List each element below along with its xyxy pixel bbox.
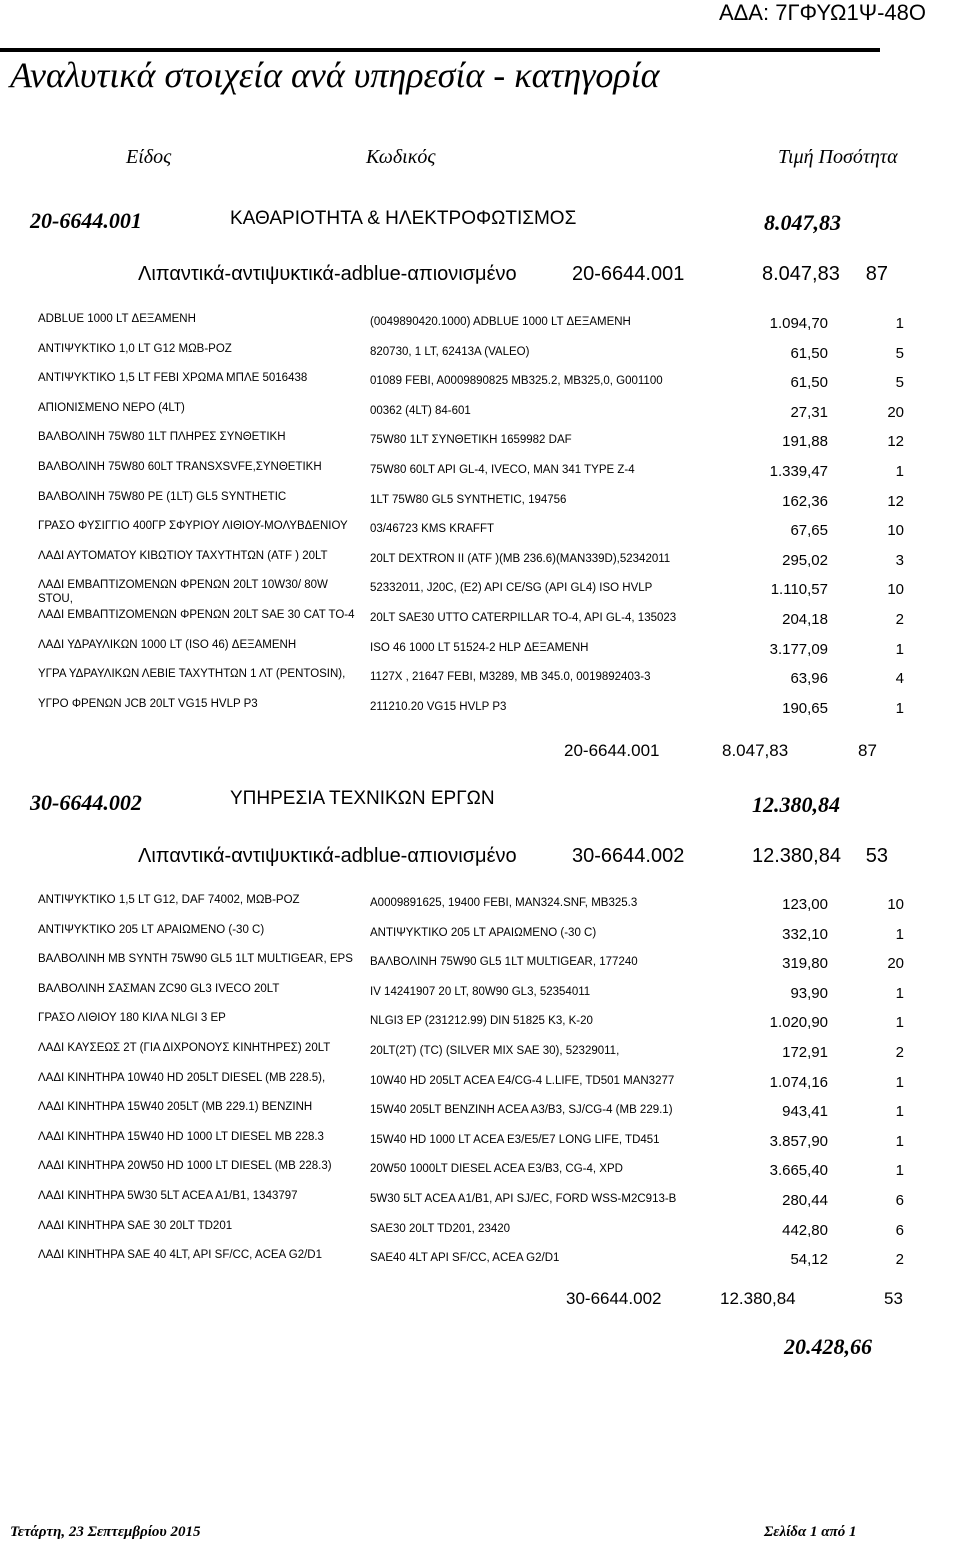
item-description: ΒΑΛΒΟΛΙΝΗ ΣΑΣΜΑΝ ZC90 GL3 IVECO 20LT bbox=[38, 983, 280, 995]
item-price: 204,18 bbox=[782, 611, 828, 628]
item-qty: 12 bbox=[887, 433, 904, 450]
item-price: 295,02 bbox=[782, 552, 828, 569]
item-description: ΛΑΔΙ ΚΙΝΗΤΗΡΑ 20W50 HD 1000 LT DIESEL (MB 228.3) bbox=[38, 1160, 332, 1172]
item-description: ΛΑΔΙ ΚΑΥΣΕΩΣ 2Τ (ΓΙΑ ΔΙΧΡΟΝΟΥΣ ΚΙΝΗΤΗΡΕΣ) 20LT bbox=[38, 1042, 331, 1054]
section-code: 20-6644.001 bbox=[30, 208, 142, 233]
item-description: ΛΑΔΙ ΚΙΝΗΤΗΡΑ SAE 30 20LT TD201 bbox=[38, 1220, 233, 1232]
item-qty: 1 bbox=[895, 985, 904, 1002]
item-price: 280,44 bbox=[782, 1192, 828, 1209]
subcategory-amount: 12.380,84 bbox=[752, 845, 841, 867]
item-price: 332,10 bbox=[782, 926, 828, 943]
header-rule bbox=[0, 48, 880, 52]
item-qty: 1 bbox=[895, 700, 904, 717]
item-code: 15W40 205LT BENZINH ACEA A3/B3, SJ/CG-4 (MB 229.1) bbox=[370, 1104, 673, 1116]
item-qty: 10 bbox=[887, 581, 904, 598]
item-description: ΑΝΤΙΨΥΚΤΙΚΟ 1,5 LT FEBI ΧΡΩΜΑ ΜΠΛΕ 5016438 bbox=[38, 372, 308, 384]
item-description: ΛΑΔΙ ΚΙΝΗΤΗΡΑ 5W30 5LT ACEA A1/B1, 1343797 bbox=[38, 1190, 298, 1202]
subcategory-amount: 8.047,83 bbox=[762, 263, 840, 285]
subcategory-name: Λιπαντικά-αντιψυκτικά-adblue-απιονισμένο bbox=[138, 263, 517, 285]
subcategory-name: Λιπαντικά-αντιψυκτικά-adblue-απιονισμένο bbox=[138, 845, 517, 867]
item-code: ΒΑΛΒΟΛΙΝΗ 75W90 GL5 1LT MULTIGEAR, 177240 bbox=[370, 956, 638, 968]
item-code: IV 14241907 20 LT, 80W90 GL3, 52354011 bbox=[370, 986, 591, 998]
item-price: 1.110,57 bbox=[770, 581, 828, 598]
item-price: 93,90 bbox=[790, 985, 828, 1002]
item-price: 123,00 bbox=[782, 896, 828, 913]
item-description: ΛΑΔΙ ΚΙΝΗΤΗΡΑ SAE 40 4LT, API SF/CC, ACEA G2/D1 bbox=[38, 1249, 323, 1261]
item-price: 27,31 bbox=[790, 404, 828, 421]
item-description: ΒΑΛΒΟΛΙΝΗ ΜΒ SYNTH 75W90 GL5 1LT MULTIGEAR, EPS bbox=[38, 953, 353, 965]
item-description: ΛΑΔΙ ΚΙΝΗΤΗΡΑ 15W40 HD 1000 LT DIESEL MB 228.3 bbox=[38, 1131, 324, 1143]
item-qty: 1 bbox=[895, 641, 904, 658]
item-code: 20LT DEXTRON II (ATF )(MB 236.6)(MAN339D),52342011 bbox=[370, 553, 671, 565]
item-qty: 1 bbox=[895, 1014, 904, 1031]
section-code: 30-6644.002 bbox=[30, 790, 142, 815]
item-price: 162,36 bbox=[782, 493, 828, 510]
item-code: 1LT 75W80 GL5 SYNTHETIC, 194756 bbox=[370, 494, 567, 506]
column-header-type: Είδος bbox=[126, 146, 172, 168]
item-qty: 1 bbox=[895, 1133, 904, 1150]
section-total-amount: 12.380,84 bbox=[720, 1289, 796, 1308]
item-description: ΛΑΔΙ ΚΙΝΗΤΗΡΑ 15W40 205LT (MB 229.1) BENZINH bbox=[38, 1101, 313, 1113]
section-amount: 8.047,83 bbox=[764, 210, 841, 235]
item-price: 1.074,16 bbox=[769, 1074, 828, 1091]
column-header-code: Κωδικός bbox=[366, 146, 436, 168]
item-code: 01089 FEBI, A0009890825 MB325.2, MB325,0, G001100 bbox=[370, 375, 663, 387]
item-description: ΛΑΔΙ ΕΜΒΑΠΤΙΖΟΜΕΝΩΝ ΦΡΕΝΩΝ 20LT 10W30/ 80W STOU, bbox=[38, 579, 328, 605]
section-name: ΥΠΗΡΕΣΙΑ ΤΕΧΝΙΚΩΝ ΕΡΓΩΝ bbox=[230, 788, 495, 809]
page-title: Αναλυτικά στοιχεία ανά υπηρεσία - κατηγορία bbox=[10, 55, 660, 95]
item-code: NLGI3 EP (231212.99) DIN 51825 K3, K-20 bbox=[370, 1015, 593, 1027]
item-code: SAE30 20LT TD201, 23420 bbox=[370, 1223, 511, 1235]
item-description: ΥΓΡΑ ΥΔΡΑΥΛΙΚΩΝ ΛΕΒΙΕ ΤΑΧΥΤΗΤΩΝ 1 ΛΤ (PENTOSIN), bbox=[38, 668, 346, 680]
section-total-qty: 53 bbox=[884, 1289, 903, 1308]
item-description: ΓΡΑΣΟ ΛΙΘΙΟΥ 180 ΚΙΛΑ NLGI 3 EP bbox=[38, 1012, 226, 1024]
item-code: 20LT(2T) (TC) (SILVER MIX SAE 30), 52329011, bbox=[370, 1045, 620, 1057]
item-price: 191,88 bbox=[782, 433, 828, 450]
item-description: ΛΑΔΙ ΕΜΒΑΠΤΙΖΟΜΕΝΩΝ ΦΡΕΝΩΝ 20LT SAE 30 CAT TO-4 bbox=[38, 609, 355, 621]
item-price: 3.665,40 bbox=[769, 1162, 828, 1179]
item-code: 75W80 60LT API GL-4, IVECO, MAN 341 TYPE Z-4 bbox=[370, 464, 635, 476]
section-total-code: 30-6644.002 bbox=[566, 1289, 662, 1308]
item-qty: 1 bbox=[895, 926, 904, 943]
item-description: ΛΑΔΙ ΚΙΝΗΤΗΡΑ 10W40 HD 205LT DIESEL (MB 228.5), bbox=[38, 1072, 326, 1084]
footer-page: Σελίδα 1 από 1 bbox=[764, 1524, 857, 1540]
item-code: 211210.20 VG15 HVLP P3 bbox=[370, 701, 507, 713]
item-description: ΒΑΛΒΟΛΙΝΗ 75W80 60LT TRANSXSVFE,ΣΥΝΘΕΤΙΚΗ bbox=[38, 461, 322, 473]
item-description: ΑΝΤΙΨΥΚΤΙΚΟ 1,5 LT G12, DAF 74002, ΜΩΒ-ΡΟΖ bbox=[38, 894, 300, 906]
item-price: 3.857,90 bbox=[769, 1133, 828, 1150]
item-code: 03/46723 KMS KRAFFT bbox=[370, 523, 494, 535]
item-code: ISO 46 1000 LT 51524-2 HLP ΔΕΞΑΜΕΝΗ bbox=[370, 642, 589, 654]
item-price: 943,41 bbox=[782, 1103, 828, 1120]
item-qty: 2 bbox=[895, 1044, 904, 1061]
item-description: ΑΝΤΙΨΥΚΤΙΚΟ 205 LT ΑΡΑΙΩΜΕΝΟ (-30 C) bbox=[38, 924, 265, 936]
item-price: 67,65 bbox=[790, 522, 828, 539]
item-qty: 1 bbox=[895, 1103, 904, 1120]
item-qty: 3 bbox=[895, 552, 904, 569]
item-price: 1.094,70 bbox=[769, 315, 828, 332]
item-code: 1127X , 21647 FEBI, M3289, MB 345.0, 0019892403-3 bbox=[370, 671, 651, 683]
item-code: 20LT SAE30 UTTO CATERPILLAR TO-4, API GL-4, 135023 bbox=[370, 612, 677, 624]
item-price: 3.177,09 bbox=[769, 641, 828, 658]
item-price: 1.339,47 bbox=[769, 463, 828, 480]
item-qty: 20 bbox=[887, 404, 904, 421]
item-price: 61,50 bbox=[790, 374, 828, 391]
item-price: 172,91 bbox=[782, 1044, 828, 1061]
item-code: 5W30 5LT ACEA A1/B1, API SJ/EC, FORD WSS-M2C913-B bbox=[370, 1193, 677, 1205]
item-description: ΒΑΛΒΟΛΙΝΗ 75W80 PE (1LT) GL5 SYNTHETIC bbox=[38, 491, 287, 503]
section-name: ΚΑΘΑΡΙΟΤΗΤΑ & ΗΛΕΚΤΡΟΦΩΤΙΣΜΟΣ bbox=[230, 208, 577, 229]
item-qty: 1 bbox=[895, 1162, 904, 1179]
item-description: ΑΝΤΙΨΥΚΤΙΚΟ 1,0 LT G12 ΜΩΒ-ΡΟΖ bbox=[38, 343, 232, 355]
item-qty: 1 bbox=[895, 315, 904, 332]
subcategory-code: 20-6644.001 bbox=[572, 263, 685, 285]
item-description: ΥΓΡΟ ΦΡΕΝΩΝ JCB 20LT VG15 HVLP P3 bbox=[38, 698, 258, 710]
item-qty: 6 bbox=[895, 1222, 904, 1239]
item-qty: 5 bbox=[895, 345, 904, 362]
item-code: SAE40 4LT API SF/CC, ACEA G2/D1 bbox=[370, 1252, 560, 1264]
item-qty: 5 bbox=[895, 374, 904, 391]
item-code: 00362 (4LT) 84-601 bbox=[370, 405, 471, 417]
item-description: ADBLUE 1000 LT ΔΕΞΑΜΕΝΗ bbox=[38, 313, 196, 325]
item-code: 75W80 1LT ΣΥΝΘΕΤΙΚΗ 1659982 DAF bbox=[370, 434, 572, 446]
item-description: ΓΡΑΣΟ ΦΥΣΙΓΓΙΟ 400ΓΡ ΣΦΥΡΙΟΥ ΛΙΘΙΟΥ-ΜΟΛΥΒΔΕΝΙΟΥ bbox=[38, 520, 348, 532]
item-description: ΑΠΙΟΝΙΣΜΕΝΟ ΝΕΡΟ (4LT) bbox=[38, 402, 185, 414]
item-code: 52332011, J20C, (E2) API CE/SG (API GL4) ISO HVLP bbox=[370, 582, 653, 594]
item-qty: 10 bbox=[887, 522, 904, 539]
item-description: ΛΑΔΙ ΑΥΤΟΜΑΤΟΥ ΚΙΒΩΤΙΟΥ ΤΑΧΥΤΗΤΩΝ (ATF ) 20LT bbox=[38, 550, 328, 562]
item-code: 10W40 HD 205LT ACEA E4/CG-4 L.LIFE, TD501 MAN3277 bbox=[370, 1075, 675, 1087]
item-price: 61,50 bbox=[790, 345, 828, 362]
item-qty: 10 bbox=[887, 896, 904, 913]
ada-code: ΑΔΑ: 7ΓΦΥΩ1Ψ-48Ο bbox=[718, 0, 926, 25]
item-qty: 2 bbox=[895, 1251, 904, 1268]
column-header-price-qty: Τιμή Ποσότητα bbox=[778, 146, 898, 168]
subcategory-qty: 53 bbox=[865, 845, 888, 867]
item-price: 54,12 bbox=[790, 1251, 828, 1268]
subcategory-qty: 87 bbox=[865, 263, 888, 285]
item-code: 15W40 HD 1000 LT ACEA E3/E5/E7 LONG LIFE, TD451 bbox=[370, 1134, 660, 1146]
item-code: 20W50 1000LT DIESEL ACEA E3/B3, CG-4, XPD bbox=[370, 1163, 623, 1175]
grand-total: 20.428,66 bbox=[784, 1334, 872, 1359]
item-price: 1.020,90 bbox=[769, 1014, 828, 1031]
item-qty: 1 bbox=[895, 1074, 904, 1091]
item-qty: 4 bbox=[895, 670, 904, 687]
item-qty: 20 bbox=[887, 955, 904, 972]
item-code: A0009891625, 19400 FEBI, MAN324.SNF, MB325.3 bbox=[370, 897, 638, 909]
item-description: ΛΑΔΙ ΥΔΡΑΥΛΙΚΩΝ 1000 LT (ISO 46) ΔΕΞΑΜΕΝΗ bbox=[38, 639, 297, 651]
item-price: 319,80 bbox=[782, 955, 828, 972]
item-qty: 2 bbox=[895, 611, 904, 628]
item-price: 63,96 bbox=[790, 670, 828, 687]
item-qty: 12 bbox=[887, 493, 904, 510]
item-qty: 1 bbox=[895, 463, 904, 480]
item-code: 820730, 1 LT, 62413A (VALEO) bbox=[370, 346, 530, 358]
item-code: (0049890420.1000) ADBLUE 1000 LT ΔΕΞΑΜΕΝΗ bbox=[370, 316, 631, 328]
item-code: ΑΝΤΙΨΥΚΤΙΚΟ 205 LT ΑΡΑΙΩΜΕΝΟ (-30 C) bbox=[370, 927, 597, 939]
section-amount: 12.380,84 bbox=[752, 792, 840, 817]
item-price: 442,80 bbox=[782, 1222, 828, 1239]
item-price: 190,65 bbox=[782, 700, 828, 717]
section-total-amount: 8.047,83 bbox=[722, 741, 789, 760]
subcategory-code: 30-6644.002 bbox=[572, 845, 685, 867]
section-total-code: 20-6644.001 bbox=[564, 741, 660, 760]
item-description: ΒΑΛΒΟΛΙΝΗ 75W80 1LT ΠΛΗΡΕΣ ΣΥΝΘΕΤΙΚΗ bbox=[38, 431, 286, 443]
footer-date: Τετάρτη, 23 Σεπτεμβρίου 2015 bbox=[10, 1524, 201, 1540]
item-qty: 6 bbox=[895, 1192, 904, 1209]
section-total-qty: 87 bbox=[858, 741, 877, 760]
